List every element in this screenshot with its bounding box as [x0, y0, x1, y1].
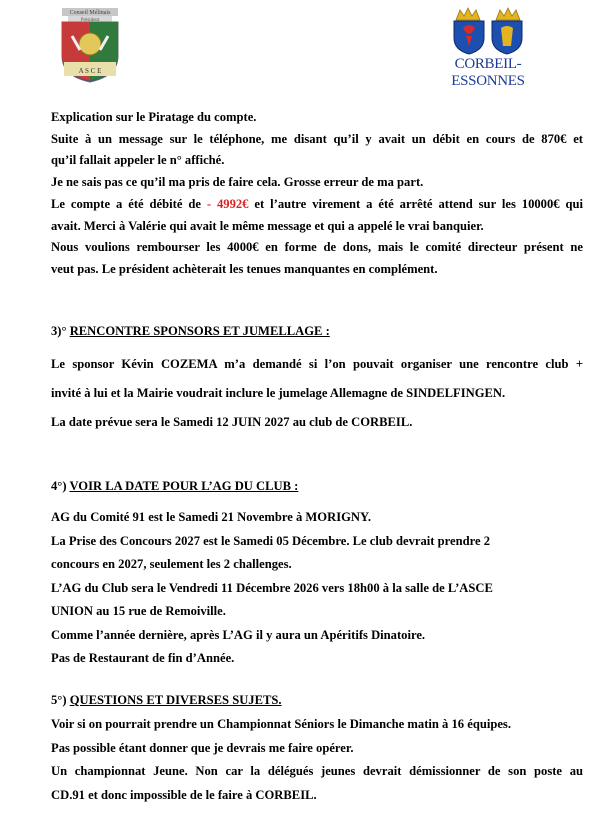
intro-line: Suite à un message sur le téléphone, me disant qu’il y avait un débit en cours de 870€ et: [51, 131, 583, 146]
section-4-number: 4°): [51, 479, 70, 493]
intro-section: [51, 107, 583, 281]
intro-line: veut pas. Le président achèterait les tenues manquantes en complément.: [51, 261, 438, 276]
intro-line: avait. Merci à Valérie qui avait le même message et qui a appelé le vrai banquier.: [51, 218, 484, 233]
section-5-number: 5°): [51, 693, 70, 707]
debit-pre: Le compte a été débité de: [51, 196, 207, 211]
section-3-line: La date prévue sera le Samedi 12 JUIN 2027 au club de CORBEIL.: [51, 415, 413, 429]
section-5-line: Pas possible étant donner que je devrais me faire opérer.: [51, 740, 354, 755]
section-5: [51, 690, 583, 712]
section-4-line: concours en 2027, seulement les 2 challenges.: [51, 557, 292, 571]
intro-line: qu’il fallait appeler le n° affiché.: [51, 153, 225, 168]
section-5-title: QUESTIONS ET DIVERSES SUJETS.: [69, 693, 282, 707]
intro-line: Je ne sais pas ce qu’il ma pris de faire cela. Grosse erreur de ma part.: [51, 175, 424, 190]
section-5-line: Un championnat Jeune. Non car la délégués jeunes devrait démissionner de son poste au: [51, 764, 583, 778]
section-4-body: [51, 506, 583, 671]
club-logo: [58, 6, 122, 84]
section-4-line: Comme l’année dernière, après L’AG il y aura un Apéritifs Dinatoire.: [51, 627, 426, 642]
section-4-line: L’AG du Club sera le Vendredi 11 Décembre 2026 vers 18h00 à la salle de L’ASCE: [51, 580, 493, 595]
city-logo: [422, 6, 554, 89]
city-coat-of-arms-icon: [422, 6, 554, 56]
section-3-number: 3)°: [51, 324, 70, 338]
section-5-line: Voir si on pourrait prendre un Championnat Séniors le Dimanche matin à 16 équipes.: [51, 717, 511, 731]
section-3-line: invité à lui et la Mairie voudrait inclure le jumelage Allemagne de SINDELFINGEN.: [51, 386, 506, 400]
club-shield-icon: [58, 6, 122, 84]
section-3-body: [51, 350, 583, 437]
section-4-line: Pas de Restaurant de fin d’Année.: [51, 651, 235, 665]
svg-text:Conseil Mélinais: Conseil Mélinais: [69, 10, 111, 16]
section-4-heading: [51, 476, 583, 498]
section-4-title: VOIR LA DATE POUR L’AG DU CLUB :: [69, 479, 299, 493]
intro-line: Nous voulions rembourser les 4000€ en forme de dons, mais le comité directeur présent ne: [51, 240, 583, 255]
section-4-line: AG du Comité 91 est le Samedi 21 Novembre à MORIGNY.: [51, 510, 372, 524]
intro-line: Explication sur le Piratage du compte.: [51, 110, 257, 124]
section-3-title: RENCONTRE SPONSORS ET JUMELLAGE :: [69, 324, 330, 338]
section-4: [51, 476, 583, 498]
debit-amount: - 4992€: [206, 196, 249, 211]
section-4-line: La Prise des Concours 2027 est le Samedi 05 Décembre. Le club devrait prendre 2: [51, 533, 490, 548]
section-5-line: CD.91 et donc impossible de le faire à CORBEIL.: [51, 787, 317, 802]
section-4-line: UNION au 15 rue de Remoiville.: [51, 604, 226, 618]
section-3-heading: [51, 318, 583, 344]
section-3: [51, 318, 583, 344]
debit-line: [51, 194, 583, 216]
svg-text:Président: Président: [80, 18, 100, 23]
city-name: CORBEIL-ESSONNES: [451, 56, 525, 89]
section-3-line: Le sponsor Kévin COZEMA m’a demandé si l’on pouvait organiser une rencontre club +: [51, 357, 583, 371]
section-5-heading: [51, 690, 583, 712]
debit-post: et l’autre virement a été arrêté attend sur les 10000€ qui: [248, 196, 583, 211]
section-5-body: [51, 713, 583, 807]
svg-text:A S C E: A S C E: [78, 67, 102, 75]
